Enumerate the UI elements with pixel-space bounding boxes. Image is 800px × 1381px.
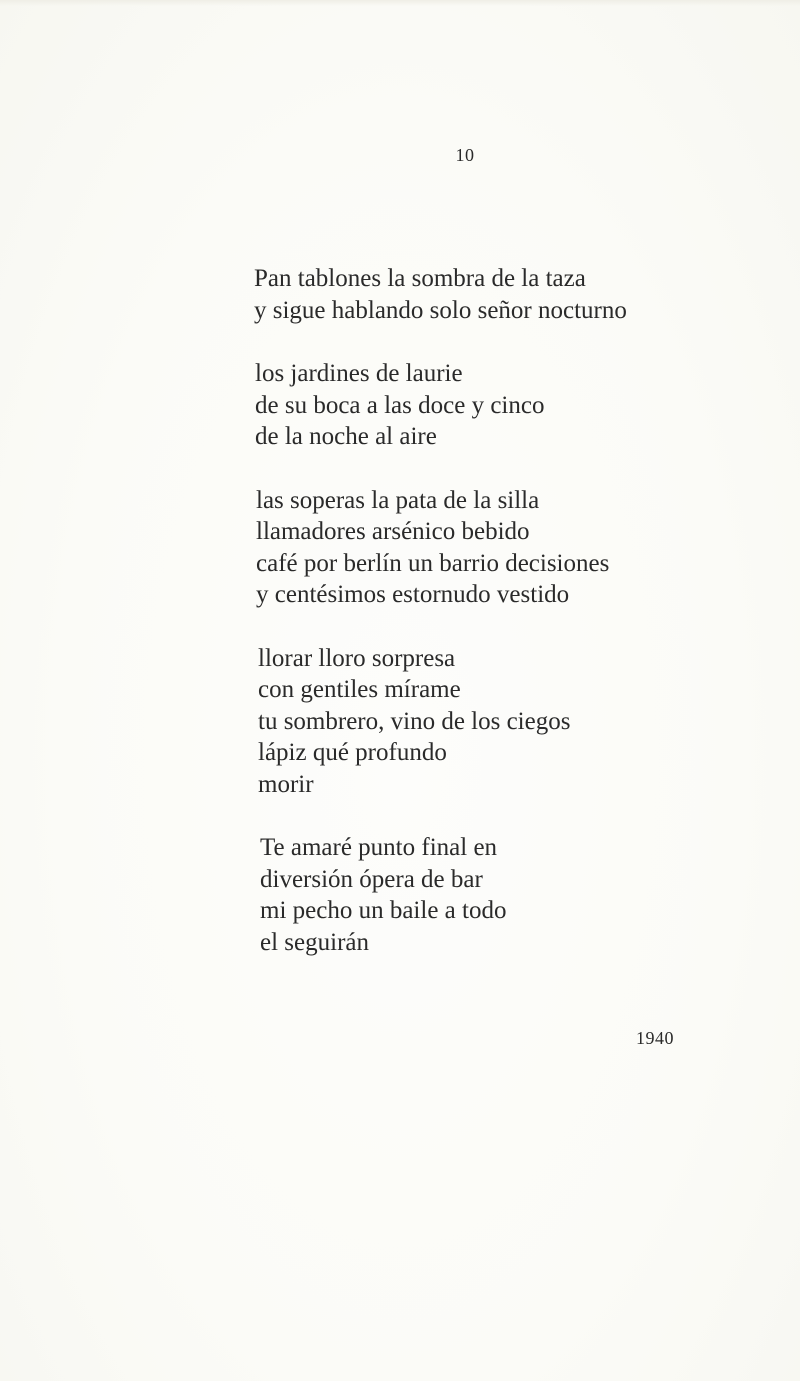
stanza bbox=[260, 832, 734, 958]
poem-line: Pan tablones la sombra de la taza bbox=[254, 265, 586, 292]
poem-date: 1940 bbox=[636, 1028, 674, 1048]
poem-line: llorar lloro sorpresa bbox=[258, 644, 456, 672]
stanza bbox=[256, 485, 734, 611]
poem-line: Te amaré punto final en bbox=[260, 834, 498, 861]
poem-line: el seguirán bbox=[260, 928, 369, 956]
poem-line: morir bbox=[258, 770, 314, 798]
poem-line: lápiz qué profundo bbox=[258, 739, 447, 766]
stanza bbox=[255, 358, 734, 453]
poem-line: café por berlín un barrio decisiones bbox=[256, 549, 610, 577]
poem bbox=[254, 263, 734, 990]
poem-line: tu sombrero, vino de los ciegos bbox=[258, 707, 571, 735]
poem-line: y centésimos estornudo vestido bbox=[256, 581, 570, 608]
poem-line: de la noche al aire bbox=[255, 423, 437, 450]
poem-line: mi pecho un baile a todo bbox=[260, 897, 507, 924]
poem-line: con gentiles mírame bbox=[258, 676, 461, 703]
page-top-edge bbox=[0, 0, 800, 6]
poem-line: y sigue hablando solo señor nocturno bbox=[254, 296, 627, 324]
poem-line: las soperas la pata de la silla bbox=[256, 486, 540, 514]
poem-line: los jardines de laurie bbox=[255, 360, 463, 387]
poem-line: de su boca a las doce y cinco bbox=[255, 391, 545, 419]
stanza bbox=[254, 263, 734, 326]
poem-line: diversión ópera de bar bbox=[260, 865, 483, 893]
page-number: 10 bbox=[455, 145, 475, 165]
stanza bbox=[258, 643, 734, 801]
poem-line: llamadores arsénico bebido bbox=[256, 518, 530, 545]
